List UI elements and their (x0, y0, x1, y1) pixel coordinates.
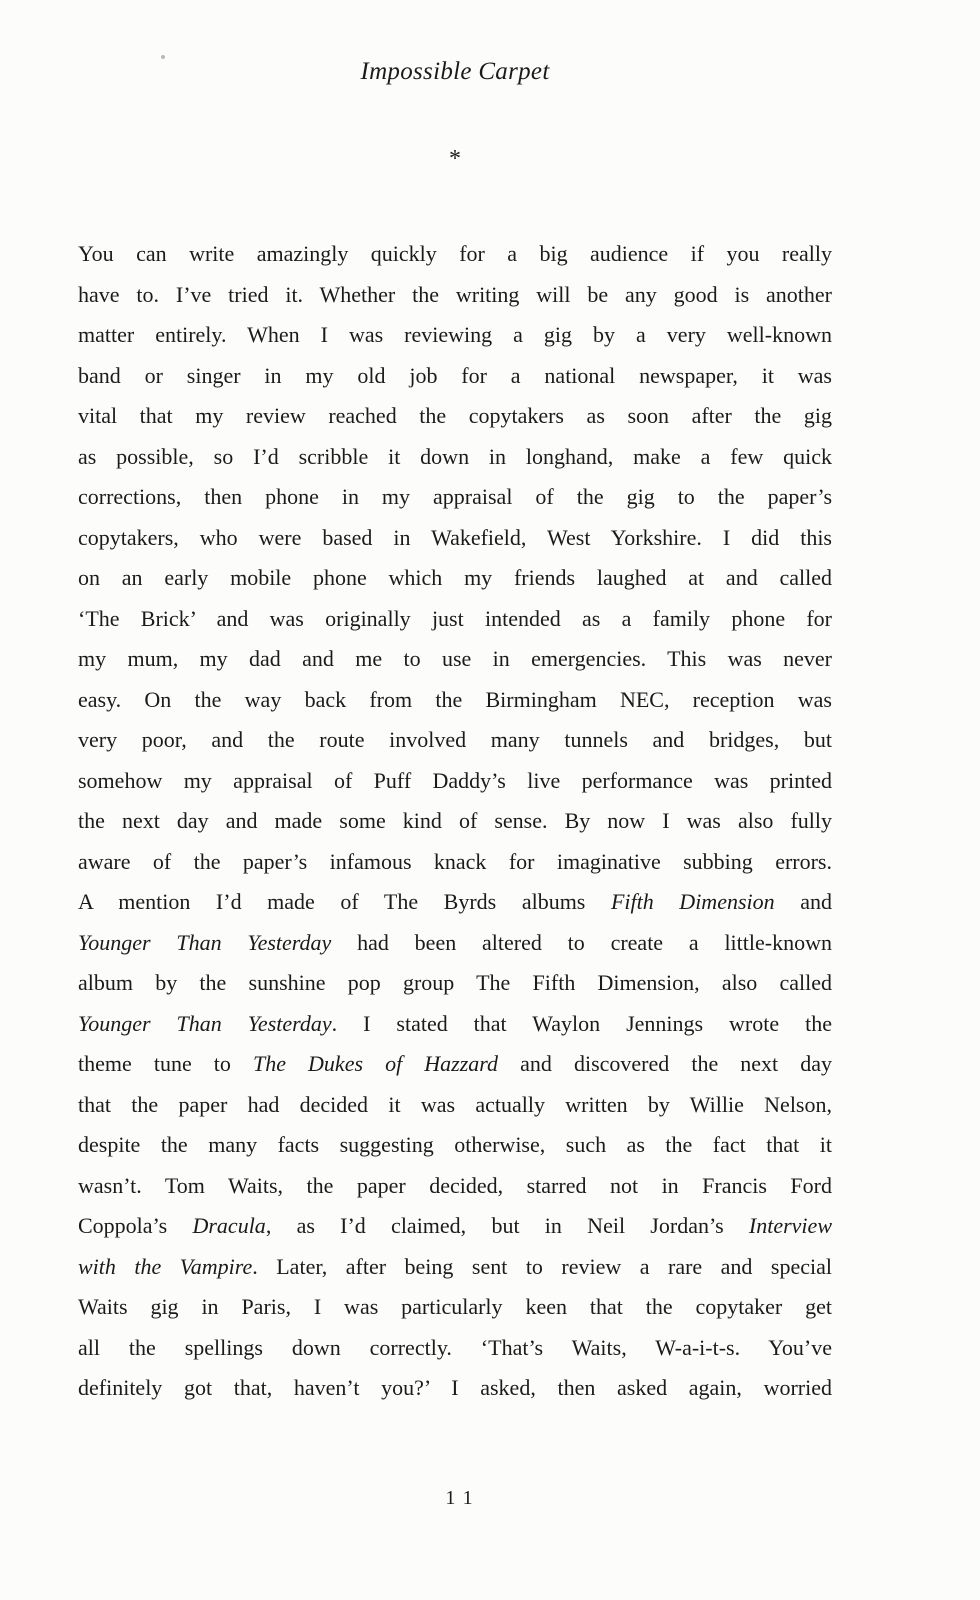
body-text-segment: the next day and made some kind of sense. By now I was also fully (78, 808, 832, 833)
text-line (78, 275, 832, 316)
text-line (78, 963, 832, 1004)
body-text-segment: on an early mobile phone which my friends laughed at and called (78, 565, 832, 590)
text-line (78, 842, 832, 883)
text-line (78, 315, 832, 356)
body-text-segment: had been altered to create a little-known (331, 929, 832, 955)
italic-title-text: with the Vampire (78, 1253, 253, 1279)
page-number: 11 (445, 1487, 481, 1509)
text-line (78, 1125, 832, 1166)
text-line (78, 720, 832, 761)
body-text-segment: corrections, then phone in my appraisal of the gig to the paper’s (78, 484, 832, 509)
text-line (78, 1206, 832, 1247)
italic-title-text: Interview (748, 1213, 832, 1238)
body-text-segment: very poor, and the route involved many tunnels and bridges, but (78, 727, 832, 752)
italic-title-text: Dracula (192, 1213, 266, 1238)
body-text-segment: Waits gig in Paris, I was particularly keen that the copytaker get (78, 1294, 832, 1319)
text-line (78, 1328, 832, 1369)
body-text-segment: all the spellings down correctly. ‘That’s Waits, W-a-i-t-s. You’ve (78, 1334, 832, 1360)
text-line (78, 923, 832, 964)
body-text-segment: . I stated that Waylon Jennings wrote the (331, 1010, 832, 1036)
body-text (78, 234, 832, 1409)
body-text-segment: You can write amazingly quickly for a big audience if you really (78, 241, 832, 266)
body-text-segment: somehow my appraisal of Puff Daddy’s live performance was printed (78, 767, 832, 793)
body-text-segment: A mention I’d made of The Byrds albums (78, 889, 611, 914)
section-break-asterisk: * (449, 146, 461, 172)
body-text-segment: matter entirely. When I was reviewing a gig by a very well-known (78, 322, 832, 347)
text-line (78, 1166, 832, 1207)
body-text-segment: Coppola’s (78, 1213, 193, 1238)
italic-title-text: Fifth Dimension (610, 889, 775, 914)
text-line (78, 1368, 832, 1409)
body-text-segment: my mum, my dad and me to use in emergencies. This was never (78, 646, 832, 671)
text-line (78, 882, 832, 923)
body-text-segment: , as I’d claimed, but in Neil Jordan’s (265, 1213, 749, 1238)
italic-title-text: The Dukes of Hazzard (252, 1051, 499, 1076)
body-text-segment: copytakers, who were based in Wakefield, West Yorkshire. I did this (78, 524, 832, 550)
text-line (78, 477, 832, 518)
text-line (78, 396, 832, 437)
text-line (78, 1044, 832, 1085)
italic-title-text: Younger Than Yesterday (78, 1010, 332, 1036)
body-text-segment: vital that my review reached the copytakers as soon after the gig (78, 403, 832, 428)
body-text-segment: that the paper had decided it was actually written by Willie Nelson, (78, 1091, 832, 1117)
body-text-segment: ‘The Brick’ and was originally just intended as a family phone for (78, 605, 832, 631)
text-line (78, 234, 832, 275)
body-text-segment: despite the many facts suggesting otherwise, such as the fact that it (78, 1132, 832, 1157)
body-text-segment: wasn’t. Tom Waits, the paper decided, starred not in Francis Ford (78, 1172, 832, 1198)
body-text-segment: have to. I’ve tried it. Whether the writing will be any good is another (78, 281, 832, 307)
text-line (78, 761, 832, 802)
body-text-segment: band or singer in my old job for a national newspaper, it was (78, 362, 832, 388)
body-text-segment: easy. On the way back from the Birmingham NEC, reception was (78, 686, 832, 712)
text-line (78, 680, 832, 721)
body-text-segment: album by the sunshine pop group The Fifth Dimension, also called (78, 970, 832, 995)
running-header: Impossible Carpet (360, 58, 550, 85)
body-text-segment: aware of the paper’s infamous knack for imaginative subbing errors. (78, 848, 832, 874)
text-line (78, 1247, 832, 1288)
body-text-segment: theme tune to (78, 1051, 253, 1076)
text-line (78, 801, 832, 842)
body-text-segment: and (774, 889, 832, 914)
body-text-segment: definitely got that, haven’t you?’ I asked, then asked again, worried (78, 1375, 832, 1400)
text-line (78, 356, 832, 397)
body-text-segment: and discovered the next day (498, 1051, 832, 1076)
text-line (78, 1085, 832, 1126)
text-line (78, 437, 832, 478)
text-line (78, 558, 832, 599)
text-line (78, 1287, 832, 1328)
italic-title-text: Younger Than Yesterday (78, 929, 332, 955)
body-text-segment: . Later, after being sent to review a rare and special (252, 1253, 832, 1279)
text-line (78, 1004, 832, 1045)
text-line (78, 518, 832, 559)
text-line (78, 599, 832, 640)
text-line (78, 639, 832, 680)
body-text-segment: as possible, so I’d scribble it down in longhand, make a few quick (78, 443, 832, 469)
